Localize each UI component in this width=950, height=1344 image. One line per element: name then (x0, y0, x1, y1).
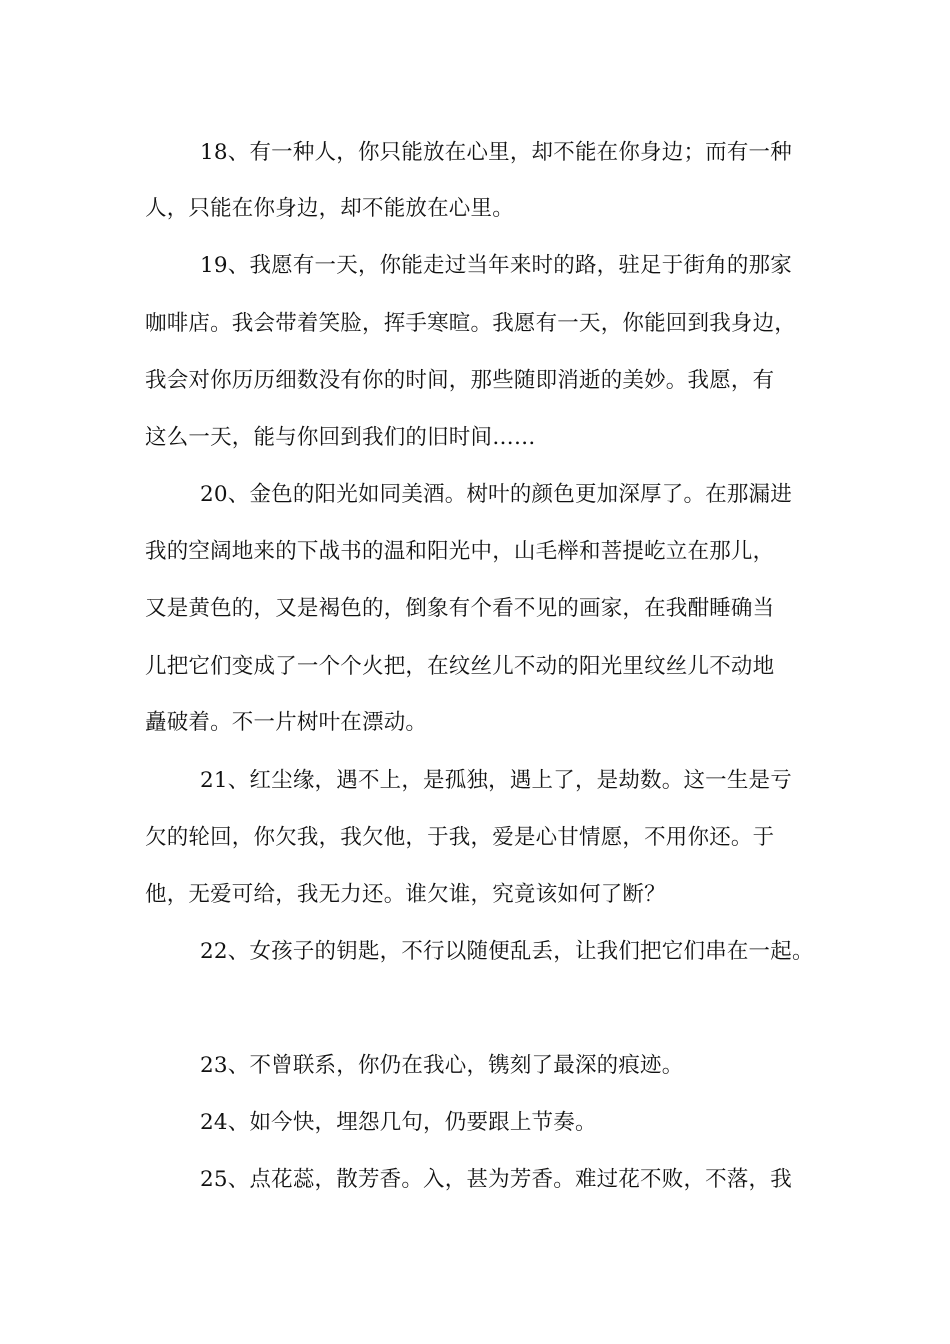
text-line: 儿把它们变成了一个个火把，在纹丝儿不动的阳光里纹丝儿不动地 (145, 654, 775, 679)
text-line: 咖啡店。我会带着笑脸，挥手寒暄。我愿有一天，你能回到我身边， (145, 311, 797, 336)
text-line: 20、金色的阳光如同美酒。树叶的颜色更加深厚了。在那漏进 (200, 482, 792, 507)
text-line: 我会对你历历细数没有你的时间，那些随即消逝的美妙。我愿，有 (145, 368, 775, 393)
text-line: 24、如今快，埋怨几句，仍要跟上节奏。 (200, 1110, 597, 1135)
text-line: 25、点花蕊，散芳香。入，甚为芳香。难过花不败，不落，我 (200, 1167, 792, 1192)
text-line: 这么一天，能与你回到我们的旧时间…… (145, 425, 536, 450)
text-line: 19、我愿有一天，你能走过当年来时的路，驻足于街角的那家 (200, 253, 792, 278)
text-line: 人，只能在你身边，却不能放在心里。 (145, 196, 514, 221)
text-line: 他，无爱可给，我无力还。谁欠谁，究竟该如何了断？ (145, 882, 666, 907)
text-line: 我的空阔地来的下战书的温和阳光中，山毛榉和菩提屹立在那儿， (145, 539, 775, 564)
text-line: 21、红尘缘，遇不上，是孤独，遇上了，是劫数。这一生是亏 (200, 768, 792, 793)
text-line: 欠的轮回，你欠我，我欠他，于我，爱是心甘情愿，不用你还。于 (145, 825, 775, 850)
text-line: 又是黄色的，又是褐色的，倒象有个看不见的画家，在我酣睡确当 (145, 596, 775, 621)
text-line: 22、女孩子的钥匙，不行以随便乱丢，让我们把它们串在一起。 (200, 939, 814, 964)
text-line: 23、不曾联系，你仍在我心，镌刻了最深的痕迹。 (200, 1053, 684, 1078)
text-line: 矗破着。不一片树叶在漂动。 (145, 710, 428, 735)
text-line: 18、有一种人，你只能放在心里，却不能在你身边；而有一种 (200, 140, 792, 165)
